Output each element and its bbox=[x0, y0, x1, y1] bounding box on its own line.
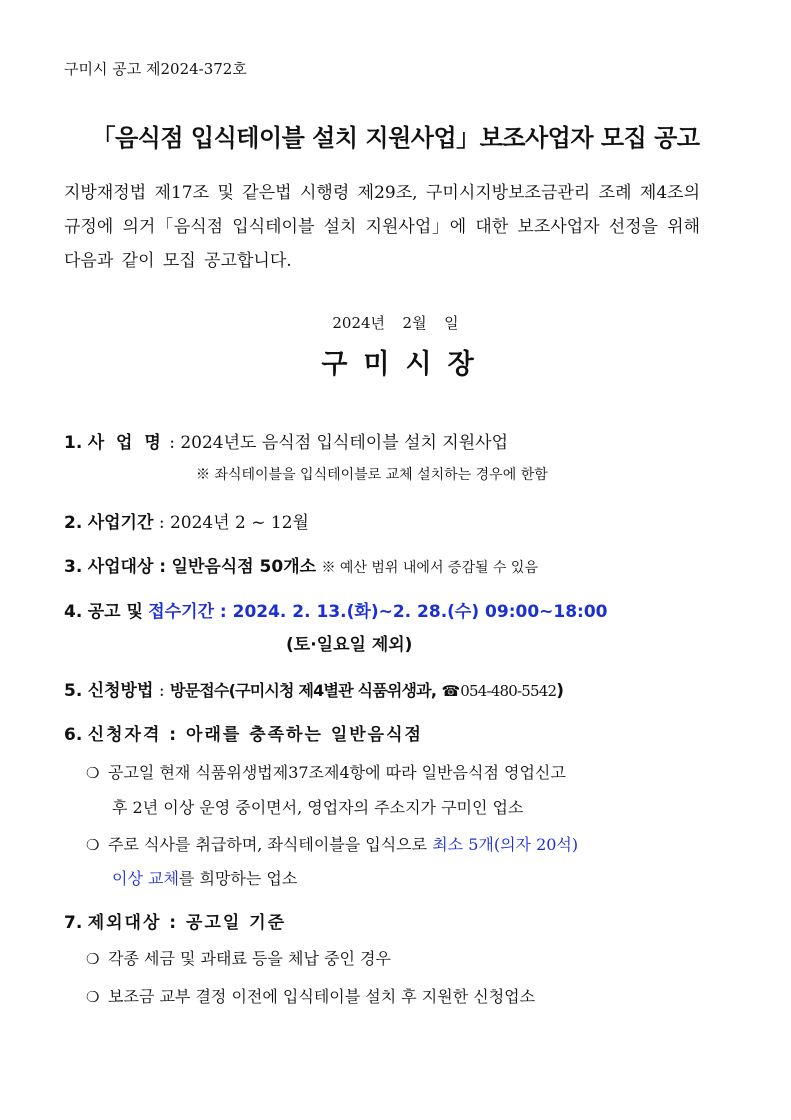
list-item-continuation: 이상 교체를 희망하는 업소 bbox=[112, 869, 298, 888]
circle-bullet-icon: ❍ bbox=[86, 988, 100, 1006]
item-note: ※ 예산 범위 내에서 증감될 수 있음 bbox=[321, 560, 538, 576]
item-number: 2. bbox=[64, 513, 83, 533]
item-value: 방문접수(구미시청 제4별관 식품위생과, bbox=[169, 681, 437, 700]
circle-bullet-icon: ❍ bbox=[86, 950, 100, 968]
list-item: ❍ 각종 세금 및 과태료 등을 체납 중인 경우 bbox=[86, 949, 391, 968]
item-number: 7. bbox=[64, 913, 83, 933]
notice-number: 구미시 공고 제2024-372호 bbox=[64, 60, 247, 78]
item-exclusion bbox=[64, 908, 286, 933]
item-label: 제외대상 : 공고일 기준 bbox=[87, 913, 287, 933]
item-project-note: ※ 좌식테이블을 입식테이블로 교체 설치하는 경우에 한함 bbox=[196, 467, 548, 483]
list-item: ❍ 주로 식사를 취급하며, 좌식테이블을 입식으로 최소 5개(의자 20석) bbox=[86, 835, 579, 854]
item-reception-note: (토·일요일 제외) bbox=[286, 635, 413, 655]
item-number: 6. bbox=[64, 725, 83, 745]
highlight-text: 최소 5개(의자 20석) bbox=[432, 835, 579, 854]
item-separator: : bbox=[158, 681, 165, 701]
item-target bbox=[64, 552, 538, 577]
item-label: 공고 및 bbox=[87, 602, 143, 622]
list-item-continuation: 후 2년 이상 운영 중이면서, 영업자의 주소지가 구미인 업소 bbox=[112, 798, 524, 817]
item-number: 4. bbox=[64, 602, 83, 622]
highlight-text: 이상 교체 bbox=[112, 869, 179, 888]
item-value: 2024년도 음식점 입식테이블 설치 지원사업 bbox=[180, 433, 508, 453]
item-label: 사업기간 bbox=[87, 513, 154, 533]
item-close: ) bbox=[556, 681, 564, 701]
item-label: 사 업 명 bbox=[87, 433, 164, 453]
item-label: 신청자격 : 아래를 충족하는 일반음식점 bbox=[87, 725, 423, 745]
circle-bullet-icon: ❍ bbox=[86, 764, 100, 782]
notice-date: 2024년 2월 일 bbox=[332, 314, 459, 332]
circle-bullet-icon: ❍ bbox=[86, 836, 100, 854]
phone-icon: ☎ bbox=[441, 682, 461, 700]
item-number: 3. bbox=[64, 557, 83, 577]
item-separator: : bbox=[158, 513, 165, 533]
list-item: ❍ 공고일 현재 식품위생법제37조제4항에 따라 일반음식점 영업신고 bbox=[86, 763, 566, 782]
item-project-name bbox=[64, 428, 508, 453]
item-value: 2024년 2 ~ 12월 bbox=[169, 513, 309, 533]
intro-paragraph: 지방재정법 제17조 및 같은법 시행령 제29조, 구미시지방보조금관리 조례 제4조의 규정에 의거「음식점 입식테이블 설치 지원사업」에 대한 보조사업자 선정을 위해 다음과 같이 모집 공고합니다. bbox=[64, 183, 700, 271]
list-item: ❍ 보조금 교부 결정 이전에 입식테이블 설치 후 지원한 신청업소 bbox=[86, 987, 536, 1006]
item-label: 신청방법 bbox=[87, 681, 154, 701]
item-number: 5. bbox=[64, 681, 83, 701]
page-title: 「음식점 입식테이블 설치 지원사업」보조사업자 모집 공고 bbox=[91, 124, 700, 152]
item-period bbox=[64, 508, 309, 533]
item-label: 사업대상 : bbox=[87, 557, 167, 577]
item-reception bbox=[64, 597, 608, 622]
item-eligibility bbox=[64, 720, 423, 745]
item-value: 접수기간 : 2024. 2. 13.(화)~2. 28.(수) 09:00~18:00 bbox=[148, 602, 608, 622]
item-separator: : bbox=[169, 433, 175, 453]
phone-number: 054-480-5542 bbox=[460, 682, 557, 700]
item-value: 일반음식점 50개소 bbox=[171, 557, 317, 577]
item-method bbox=[64, 676, 564, 701]
issuer-name: 구미시장 bbox=[321, 349, 490, 380]
item-number: 1. bbox=[64, 433, 83, 453]
